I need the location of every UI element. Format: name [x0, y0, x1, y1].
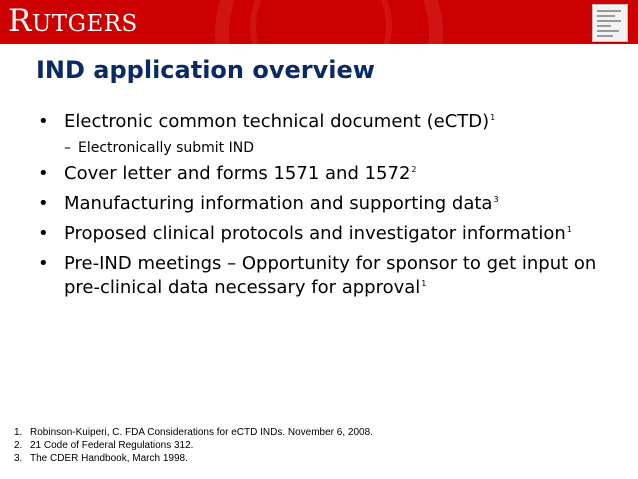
reference-text: 21 Code of Federal Regulations 312.	[30, 440, 194, 451]
rutgers-logo: RUTGERS	[8, 3, 138, 39]
bullet-dot: •	[38, 193, 49, 214]
slide-title: IND application overview	[36, 56, 375, 84]
bullet-item	[38, 222, 598, 246]
footnote-ref: 1	[490, 113, 496, 122]
bullet-text: Pre-IND meetings – Opportunity for sponsor to get input on pre-clinical data necessary for approval	[64, 253, 597, 298]
bullet-text: Electronic common technical document (eCTD)	[64, 111, 490, 132]
footnote-ref: 3	[493, 195, 499, 204]
bullet-item	[38, 110, 598, 134]
bullet-item	[38, 192, 598, 216]
sub-bullet-item	[38, 138, 598, 158]
bullet-item	[38, 162, 598, 186]
bullet-dot: •	[38, 111, 49, 132]
reference-number: 1.	[14, 427, 23, 438]
bullet-list	[38, 110, 598, 306]
bullet-dot: •	[38, 253, 49, 274]
reference-number: 2.	[14, 440, 23, 451]
footnote-ref: 1	[421, 279, 427, 288]
reference-item	[14, 426, 373, 439]
bullet-text: Cover letter and forms 1571 and 1572	[64, 163, 411, 184]
university-seal-inner-ring	[250, 0, 392, 44]
bullet-text: Proposed clinical protocols and investigator information	[64, 223, 566, 244]
sub-bullet-dash: –	[64, 140, 71, 156]
reference-text: Robinson-Kuiperi, C. FDA Considerations for eCTD INDs. November 6, 2008.	[30, 427, 373, 438]
reference-number: 3.	[14, 453, 23, 464]
footnote-ref: 2	[411, 165, 417, 174]
bullet-text: Manufacturing information and supporting data	[64, 193, 493, 214]
reference-list	[14, 426, 373, 465]
reference-item	[14, 452, 373, 465]
reference-text: The CDER Handbook, March 1998.	[30, 453, 188, 464]
document-thumbnail-icon	[592, 4, 628, 42]
bullet-dot: •	[38, 223, 49, 244]
bullet-item	[38, 252, 598, 300]
sub-bullet-text: Electronically submit IND	[78, 140, 255, 156]
bullet-dot: •	[38, 163, 49, 184]
footnote-ref: 1	[566, 225, 572, 234]
reference-item	[14, 439, 373, 452]
header-banner	[0, 0, 638, 44]
